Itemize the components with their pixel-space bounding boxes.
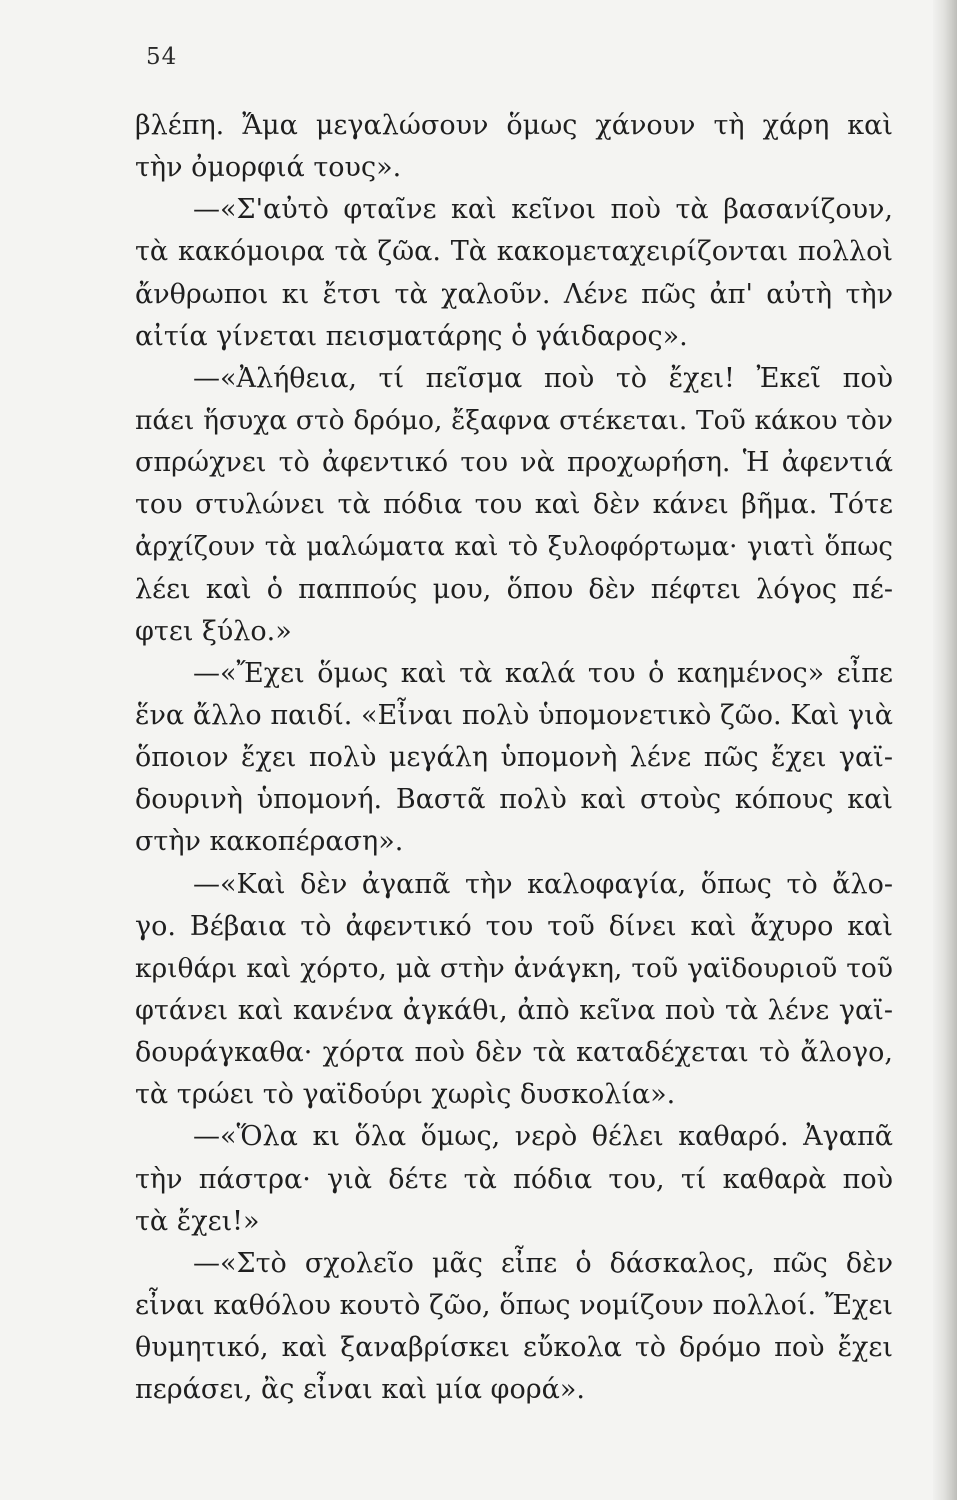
text-line: δουρινὴ ὑπομονή. Βαστᾶ πολὺ καὶ στοὺς κόπους καὶ: [135, 784, 893, 816]
text-line: θυμητικό, καὶ ξαναβρίσκει εὔκολα τὸ δρόμο ποὺ ἔχει: [135, 1332, 893, 1364]
text-line: κριθάρι καὶ χόρτο, μὰ στὴν ἀνάγκη, τοῦ γαϊδουριοῦ τοῦ: [135, 952, 893, 984]
text-line: ἀρχίζουν τὰ μαλώματα καὶ τὸ ξυλοφόρτωμα· γιατὶ ὅπως: [135, 532, 893, 563]
body-text: [135, 105, 893, 1411]
text-line: βλέπη. Ἄμα μεγαλώσουν ὅμως χάνουν τὴ χάρη καὶ: [135, 110, 893, 141]
text-line: αἰτία γίνεται πεισματάρης ὁ γάιδαρος».: [135, 320, 688, 352]
text-line: του στυλώνει τὰ πόδια του καὶ δὲν κάνει βῆμα. Τότε: [135, 489, 893, 521]
text-line: ὅποιον ἔχει πολὺ μεγάλη ὑπομονὴ λένε πῶς ἔχει γαϊ-: [135, 742, 893, 774]
text-line: —«Ἔχει ὅμως καὶ τὰ καλά του ὁ καημένος» εἶπε: [193, 657, 893, 689]
text-line: τὴν ὀμορφιά τους».: [135, 152, 402, 184]
text-line: σπρώχνει τὸ ἀφεντικό του νὰ προχωρήση. Ἡ ἀφεντιά: [135, 447, 893, 479]
text-line: τὰ ἔχει!»: [135, 1205, 260, 1237]
text-line: —«Στὸ σχολεῖο μᾶς εἶπε ὁ δάσκαλος, πῶς δὲν: [193, 1247, 893, 1279]
text-line: γο. Βέβαια τὸ ἀφεντικό του τοῦ δίνει καὶ ἄχυρο καὶ: [135, 910, 893, 942]
page-edge-shadow: [933, 0, 957, 1500]
text-line: εἶναι καθόλου κουτὸ ζῶο, ὅπως νομίζουν πολλοί. Ἔχει: [135, 1289, 893, 1321]
text-line: φτει ξύλο.»: [135, 615, 292, 647]
text-line: ἕνα ἄλλο παιδί. «Εἶναι πολὺ ὑπομονετικὸ ζῶο. Καὶ γιὰ: [135, 699, 893, 731]
text-line: ἄνθρωποι κι ἔτσι τὰ χαλοῦν. Λένε πῶς ἀπ' αὐτὴ τὴν: [135, 278, 893, 310]
text-line: τὰ τρώει τὸ γαϊδούρι χωρὶς δυσκολία».: [135, 1079, 676, 1111]
text-line: περάσει, ἂς εἶναι καὶ μία φορά».: [135, 1374, 585, 1406]
text-line: πάει ἥσυχα στὸ δρόμο, ἔξαφνα στέκεται. Τοῦ κάκου τὸν: [135, 404, 893, 436]
text-line: —«Σ'αὐτὸ φταῖνε καὶ κεῖνοι ποὺ τὰ βασανίζουν,: [193, 194, 893, 226]
text-line: δουράγκαθα· χόρτα ποὺ δὲν τὰ καταδέχεται τὸ ἄλογο,: [135, 1037, 893, 1069]
text-line: τὴν πάστρα· γιὰ δέτε τὰ πόδια του, τί καθαρὰ ποὺ: [135, 1163, 893, 1195]
text-line: —«Ὅλα κι ὅλα ὅμως, νερὸ θέλει καθαρό. Ἀγαπᾶ: [193, 1121, 893, 1153]
text-line: τὰ κακόμοιρα τὰ ζῶα. Τὰ κακομεταχειρίζονται πολλοὶ: [135, 236, 893, 268]
text-line: —«Ἀλήθεια, τί πεῖσμα ποὺ τὸ ἔχει! Ἐκεῖ ποὺ: [193, 362, 893, 394]
text-line: λέει καὶ ὁ παππούς μου, ὅπου δὲν πέφτει λόγος πέ-: [135, 573, 893, 605]
page-number: 54: [146, 44, 178, 70]
text-line: φτάνει καὶ κανένα ἀγκάθι, ἀπὸ κεῖνα ποὺ τὰ λένε γαϊ-: [135, 994, 893, 1026]
text-line: στὴν κακοπέραση».: [135, 826, 404, 858]
text-line: —«Καὶ δὲν ἀγαπᾶ τὴν καλοφαγία, ὅπως τὸ ἄλο-: [193, 868, 893, 900]
